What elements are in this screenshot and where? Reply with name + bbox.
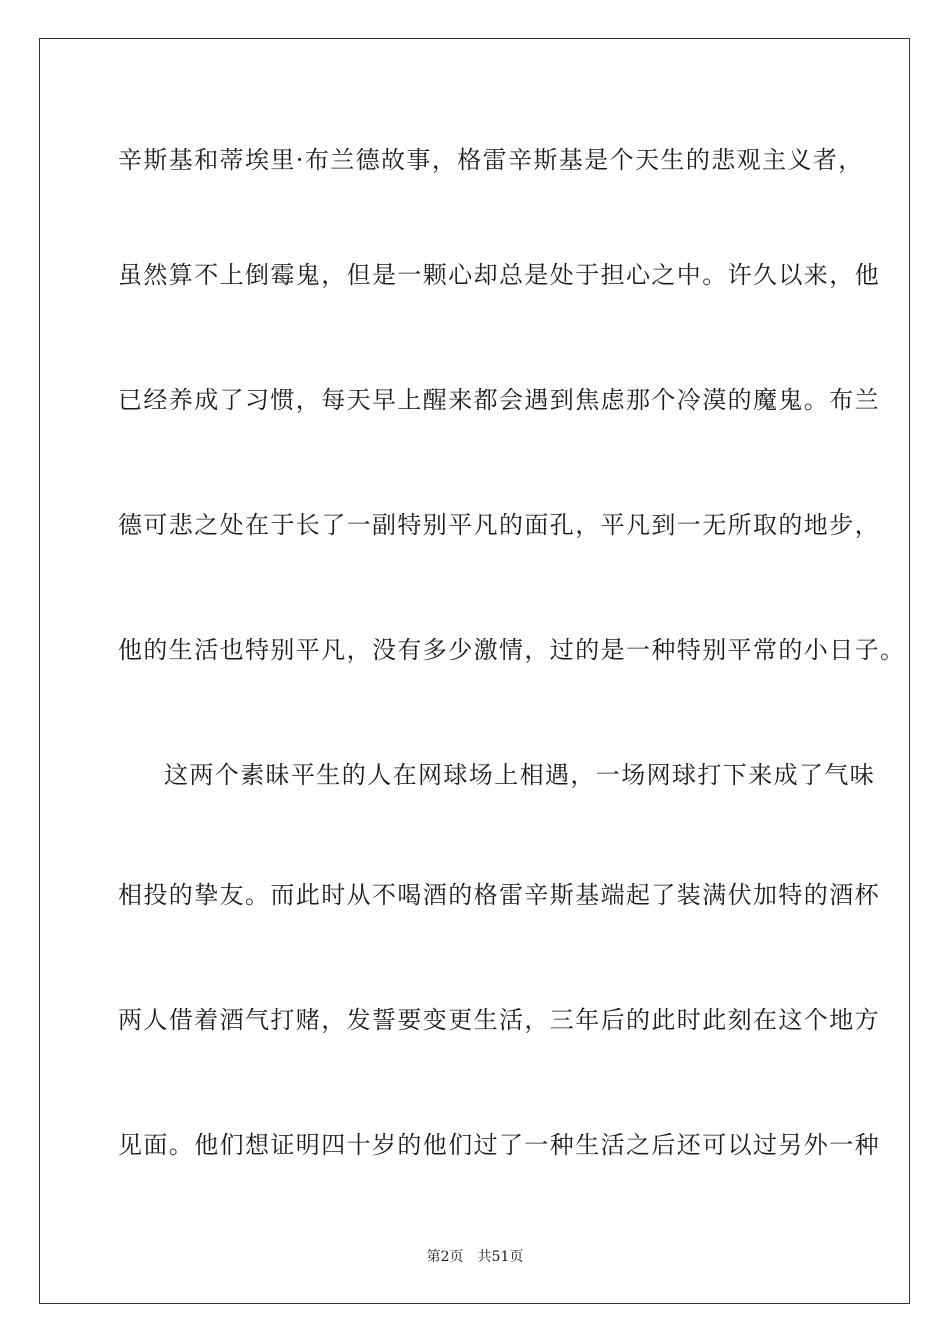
paragraph-line-1: 辛斯基和蒂埃里·布兰德故事，格雷辛斯基是个天生的悲观主义者， (118, 146, 864, 174)
paragraph-line-5: 他的生活也特别平凡，没有多少激情，过的是一种特别平常的小日子。 (118, 636, 906, 664)
page-number: 第2页 (426, 1249, 464, 1265)
page-border (39, 38, 910, 1304)
paragraph-line-3: 已经养成了习惯，每天早上醒来都会遇到焦虑那个冷漠的魔鬼。布兰 (118, 386, 880, 414)
paragraph-line-6: 这两个素昧平生的人在网球场上相遇，一场网球打下来成了气味 (164, 761, 876, 789)
paragraph-line-2: 虽然算不上倒霉鬼，但是一颗心却总是处于担心之中。许久以来，他 (118, 261, 880, 289)
paragraph-line-9: 见面。他们想证明四十岁的他们过了一种生活之后还可以过另外一种 (118, 1131, 880, 1159)
paragraph-line-4: 德可悲之处在于长了一副特别平凡的面孔，平凡到一无所取的地步， (118, 511, 880, 539)
page-footer (0, 1248, 950, 1266)
page-total: 共51页 (477, 1249, 524, 1265)
paragraph-line-7: 相投的挚友。而此时从不喝酒的格雷辛斯基端起了装满伏加特的酒杯 (118, 881, 880, 909)
paragraph-line-8: 两人借着酒气打赌，发誓要变更生活，三年后的此时此刻在这个地方 (118, 1006, 880, 1034)
